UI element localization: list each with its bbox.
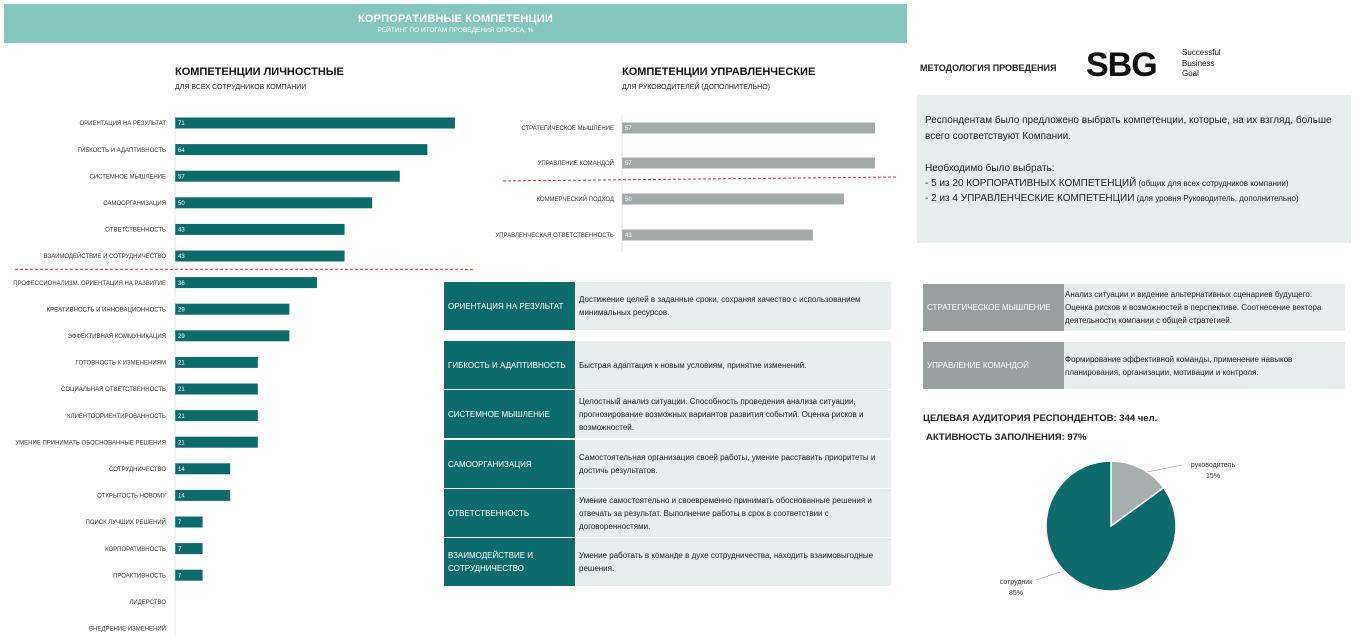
- value-label: 7: [178, 573, 182, 580]
- logo-line-1: Successful: [1182, 48, 1221, 57]
- description-text: Целостный анализ ситуации. Способность проведения анализа ситуации, прогнозирование возможных вариантов развития событий. Оценка рисков и возможностей.: [579, 396, 864, 432]
- description-name: ГИБКОСТЬ И АДАПТИВНОСТЬ: [444, 341, 575, 389]
- description-name: ВЗАИМОДЕЙСТВИЕ И СОТРУДНИЧЕСТВО: [444, 538, 575, 586]
- description-name: ОРИЕНТАЦИЯ НА РЕЗУЛЬТАТ: [444, 282, 575, 330]
- methodology-item-1-main: - 5 из 20 КОРПОРАТИВНЫХ КОМПЕТЕНЦИЙ: [925, 178, 1137, 189]
- methodology-item-2-main: - 2 из 4 УПРАВЛЕНЧЕСКИЕ КОМПЕТЕНЦИИ: [925, 193, 1135, 204]
- category-label: СОЦИАЛЬНАЯ ОТВЕТСТВЕННОСТЬ: [61, 387, 166, 394]
- value-label: 57: [625, 126, 632, 133]
- value-label: 43: [178, 227, 185, 234]
- personal-competencies-title: КОМПЕТЕНЦИИ ЛИЧНОСТНЫЕ: [175, 66, 344, 78]
- description-name: СИСТЕМНОЕ МЫШЛЕНИЕ: [444, 390, 575, 438]
- manager-description-name: СТРАТЕГИЧЕСКОЕ МЫШЛЕНИЕ: [923, 284, 1064, 331]
- value-label: 57: [625, 161, 632, 168]
- managerial-competencies-subtitle: ДЛЯ РУКОВОДИТЕЛЕЙ (ДОПОЛНИТЕЛЬНО): [622, 84, 770, 91]
- value-label: 43: [625, 233, 632, 240]
- value-label: 64: [178, 147, 185, 154]
- description-text: Самостоятельная организация своей работы, умение расставить приоритеты и достичь результатов.: [579, 453, 876, 475]
- category-label: ГОТОВНОСТЬ К ИЗМЕНЕНИЯМ: [75, 360, 166, 367]
- description-name: САМООРГАНИЗАЦИЯ: [444, 440, 575, 488]
- label-leader: [1036, 572, 1060, 580]
- description-text: Умение самостоятельно и своевременно принимать обоснованные решения и отвечать за результат. Выполнение работы в срок в соответствии с договоренностями.: [579, 495, 872, 531]
- value-label: 36: [178, 280, 185, 287]
- category-label: СОТРУДНИЧЕСТВО: [109, 467, 166, 473]
- category-label: УМЕНИЕ ПРИНИМАТЬ ОБОСНОВАННЫЕ РЕШЕНИЯ: [15, 440, 166, 447]
- description-text: Достижение целей в заданные сроки, сохраняя качество с использованием минимальных ресурсов.: [579, 295, 861, 317]
- personal-competencies-subtitle: ДЛЯ ВСЕХ СОТРУДНИКОВ КОМПАНИИ: [175, 84, 307, 91]
- value-label: 21: [178, 387, 185, 394]
- category-label: ПРОАКТИВНОСТЬ: [113, 573, 166, 580]
- logo-mark: SBG: [1086, 46, 1157, 84]
- value-label: 21: [178, 360, 185, 367]
- category-label: ВЗАИМОДЕЙСТВИЕ И СОТРУДНИЧЕСТВО: [43, 254, 166, 261]
- category-label: УПРАВЛЕНИЕ КОМАНДОЙ: [537, 161, 614, 168]
- label-leader: [1147, 465, 1182, 472]
- category-label: ПРОФЕССИОНАЛИЗМ. ОРИЕНТАЦИЯ НА РАЗВИТИЕ: [13, 280, 166, 287]
- logo-line-2: Business: [1182, 58, 1215, 68]
- logo-line-3: Goal: [1182, 69, 1199, 78]
- category-label: СИСТЕМНОЕ МЫШЛЕНИЕ: [89, 174, 166, 181]
- description-name: ОТВЕТСТВЕННОСТЬ: [444, 489, 575, 537]
- target-audience: ЦЕЛЕВАЯ АУДИТОРИЯ РЕСПОНДЕНТОВ: 344 чел.: [923, 413, 1158, 424]
- category-label: КОММЕРЧЕСКИЙ ПОДХОД: [536, 197, 614, 204]
- pie-label-name: сотрудник: [999, 579, 1033, 586]
- category-label: СТРАТЕГИЧЕСКОЕ МЫШЛЕНИЕ: [521, 126, 614, 133]
- description-text: Умение работать в команде в духе сотрудничества, находить взаимовыгодные решения.: [579, 551, 874, 573]
- manager-description-text: Формирование эффективной команды, применение навыков планирования, организации, мотивации и контроля.: [1065, 354, 1293, 377]
- methodology-item-1-note: (общих для всех сотрудников компании): [1136, 179, 1289, 188]
- value-label: 29: [178, 307, 185, 314]
- value-label: 14: [178, 493, 185, 500]
- value-label: 14: [178, 467, 185, 473]
- description-text: Быстрая адаптация к новым условиям, принятие изменений.: [579, 360, 807, 370]
- value-label: 50: [178, 201, 185, 207]
- category-label: ГИБКОСТЬ И АДАПТИВНОСТЬ: [77, 147, 166, 154]
- methodology-title: МЕТОДОЛОГИЯ ПРОВЕДЕНИЯ: [920, 63, 1057, 73]
- value-label: 43: [178, 254, 185, 261]
- category-label: КЛИЕНТООРИЕНТИРОВАННОСТЬ: [67, 413, 166, 420]
- value-label: 50: [625, 197, 632, 204]
- manager-description-name: УПРАВЛЕНИЕ КОМАНДОЙ: [923, 342, 1064, 389]
- pie-label-name: руководитель: [1190, 462, 1236, 469]
- page-title: КОРПОРАТИВНЫЕ КОМПЕТЕНЦИИ: [357, 13, 554, 25]
- page-subtitle: РЕЙТИНГ ПО ИТОГАМ ПРОВЕДЕНИЯ ОПРОСА, %: [377, 27, 534, 34]
- value-label: 57: [178, 174, 185, 181]
- pie-label-value: 15%: [1205, 473, 1221, 480]
- manager-description-text: Анализ ситуации и видение альтернативных сценариев будущего. Оценка рисков и возможностей в перспективе. Соотнесение вектора деятельности компании с общей стратегией.: [1065, 290, 1322, 325]
- category-label: ЛИДЕРСТВО: [129, 600, 166, 606]
- category-label: ОТКРЫТОСТЬ НОВОМУ: [97, 493, 166, 500]
- category-label: КРЕАТИВНОСТЬ И ИННОВАЦИОННОСТЬ: [46, 307, 166, 314]
- methodology-item-2-note: (для уровня Руководитель, дополнительно): [1134, 194, 1299, 203]
- category-label: ЭФФЕКТИВНАЯ КОММУНИКАЦИЯ: [67, 334, 166, 340]
- managerial-competencies-title: КОМПЕТЕНЦИИ УПРАВЛЕНЧЕСКИЕ: [622, 66, 816, 78]
- category-label: ОТВЕТСТВЕННОСТЬ: [105, 227, 166, 234]
- value-label: 29: [178, 334, 185, 340]
- category-label: УПРАВЛЕНЧЕСКАЯ ОТВЕТСТВЕННОСТЬ: [495, 233, 614, 240]
- category-label: ПОИСК ЛУЧШИХ РЕШЕНИЙ: [85, 520, 166, 527]
- methodology-need-label: Необходимо было выбрать:: [925, 163, 1055, 174]
- value-label: 71: [178, 121, 185, 128]
- value-label: 21: [178, 440, 185, 447]
- value-label: 21: [178, 413, 185, 420]
- category-label: ВНЕДРЕНИЕ ИЗМЕНЕНИЙ: [89, 626, 166, 633]
- category-label: САМООРГАНИЗАЦИЯ: [103, 201, 166, 207]
- value-label: 7: [178, 546, 182, 553]
- methodology-paragraph: Респондентам было предложено выбрать компетенции, которые, на их взгляд, больше всего соответствуют Компании.: [925, 115, 1332, 142]
- category-label: КОРПОРАТИВНОСТЬ: [105, 546, 166, 553]
- pie-label-value: 85%: [1008, 590, 1024, 597]
- category-label: ОРИЕНТАЦИЯ НА РЕЗУЛЬТАТ: [79, 121, 166, 128]
- completion-activity: АКТИВНОСТЬ ЗАПОЛНЕНИЯ: 97%: [926, 432, 1087, 443]
- value-label: 7: [178, 520, 182, 527]
